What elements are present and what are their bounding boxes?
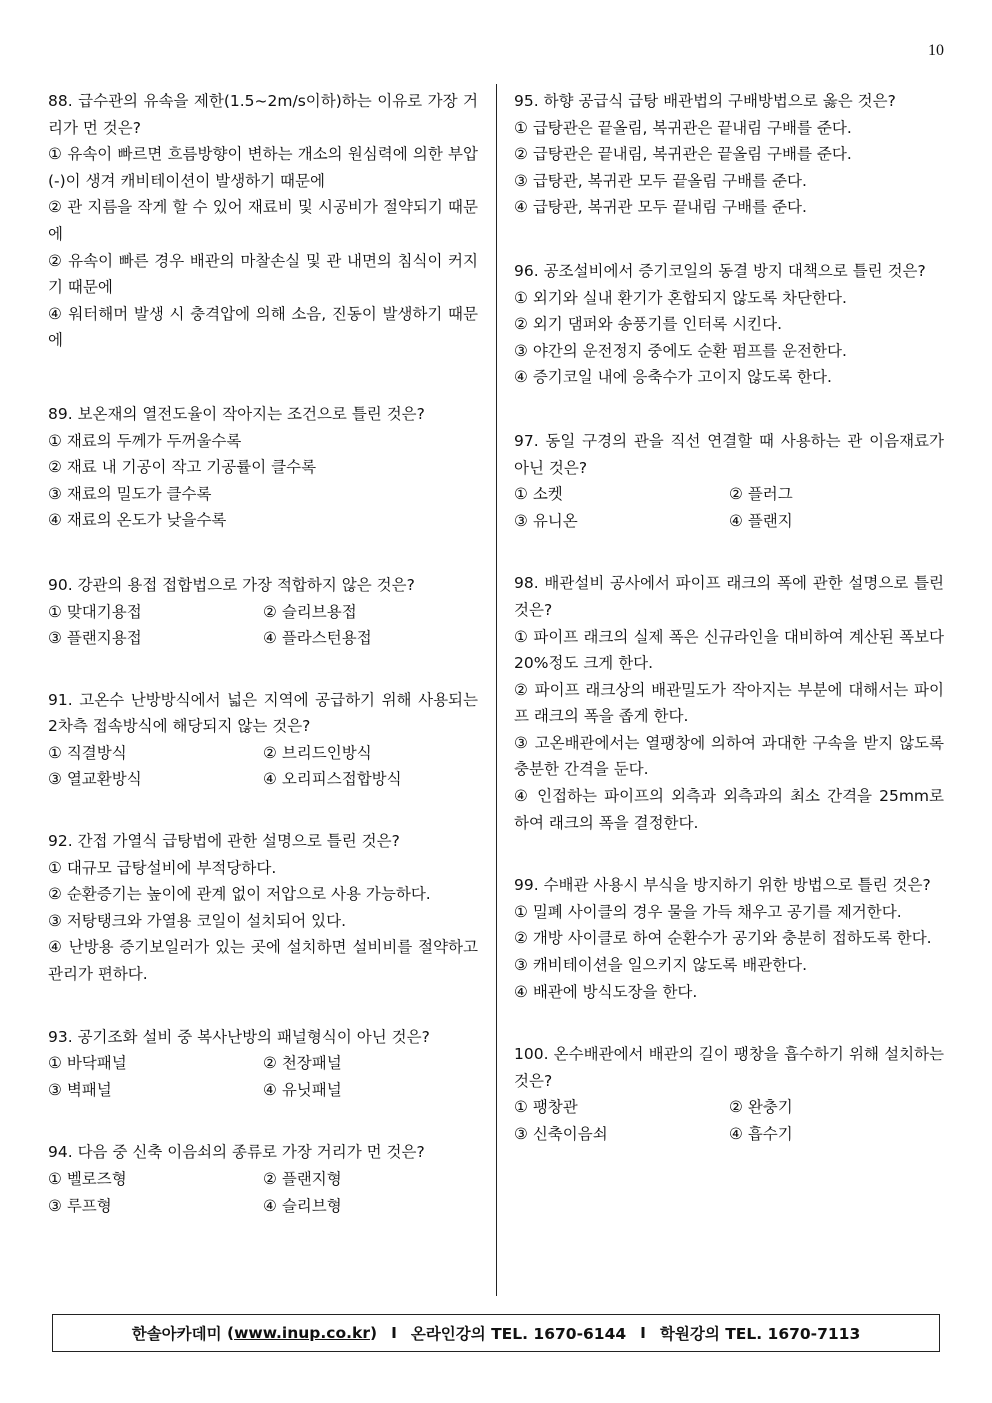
option-3: ③ 야간의 운전정지 중에도 순환 펌프를 운전한다. [514,341,847,360]
option-1: ① 소켓 [514,485,563,504]
option-4: ④ 배관에 방식도장을 한다. [514,982,698,1001]
option-1: ① 맞대기용접 [48,602,142,621]
question-text: 89. 보온재의 열전도율이 작아지는 조건으로 틀린 것은? [48,404,425,423]
option-4: ④ 오리피스접합방식 [263,770,402,789]
option-2: ② 재료 내 기공이 작고 기공률이 클수록 [48,458,317,477]
options-grid [48,1166,478,1219]
academy-link[interactable]: www.inup.co.kr [234,1324,370,1342]
option-1: ① 밀폐 사이클의 경우 물을 가득 채우고 공기를 제거한다. [514,902,902,921]
option-2: ② 개방 사이클로 하여 순환수가 공기와 충분히 접하도록 한다. [514,929,932,948]
option-3: ③ 벽패널 [48,1080,112,1099]
question-100 [514,1041,944,1147]
option-2: ② 플러그 [729,485,793,504]
question-text: 88. 급수관의 유속을 제한(1.5~2m/s이하)하는 이유로 가장 거리가 먼 것은? [48,92,478,137]
page-number: 10 [928,42,944,59]
option-1: ① 팽창관 [514,1098,578,1117]
question-text: 93. 공기조화 설비 중 복사난방의 패널형식이 아닌 것은? [48,1027,430,1046]
options-grid [514,1094,944,1147]
option-1: ① 유속이 빠르면 흐름방향이 변하는 개소의 원심력에 의한 부압(-)이 생겨 캐비테이션이 발생하기 때문에 [48,145,478,190]
question-text: 90. 강관의 용접 접합법으로 가장 적합하지 않은 것은? [48,575,415,594]
option-4: ④ 난방용 증기보일러가 있는 곳에 설치하면 설비비를 절약하고 관리가 편하다. [48,938,478,984]
option-3: ③ 재료의 밀도가 클수록 [48,484,212,503]
offline-phone: 학원강의 TEL. 1670-7113 [659,1325,861,1343]
column-divider [496,84,497,1296]
option-4: ④ 플랜지 [729,511,793,530]
option-4: ④ 재료의 온도가 낮을수록 [48,511,227,530]
question-text: 94. 다음 중 신축 이음쇠의 종류로 가장 거리가 먼 것은? [48,1143,425,1162]
option-1: ① 대규모 급탕설비에 부적당하다. [48,858,277,877]
option-2: ② 플랜지형 [263,1170,342,1188]
left-column [48,88,478,1219]
option-4: ④ 플라스턴용접 [263,629,372,648]
option-1: ① 직결방식 [48,743,127,762]
option-4: ④ 흡수기 [729,1125,793,1143]
question-text: 99. 수배관 사용시 부식을 방지하기 위한 방법으로 틀린 것은? [514,876,931,895]
question-text: 100. 온수배관에서 배관의 길이 팽창을 흡수하기 위해 설치하는 것은? [514,1045,944,1090]
option-1: ① 벨로즈형 [48,1170,127,1188]
option-2: ② 브리드인방식 [263,743,372,762]
option-3: ③ 열교환방식 [48,770,142,789]
question-98 [514,570,944,836]
question-text: 92. 간접 가열식 급탕법에 관한 설명으로 틀린 것은? [48,832,400,851]
options-grid [48,599,478,652]
question-92 [48,828,478,988]
question-text: 91. 고온수 난방방식에서 넓은 지역에 공급하기 위해 사용되는 2차측 접속방식에 해당되지 않는 것은? [48,690,478,736]
option-2: ② 급탕관은 끝내림, 복귀관은 끝올림 구배를 준다. [514,145,852,164]
option-2: ② 천장패널 [263,1054,342,1073]
option-3: ③ 급탕관, 복귀관 모두 끝올림 구배를 준다. [514,171,807,190]
question-94 [48,1139,478,1219]
option-2: ② 완충기 [729,1098,793,1117]
question-99 [514,872,944,1005]
option-3: ③ 고온배관에서는 열팽창에 의하여 과대한 구속을 받지 않도록 충분한 간격을 둔다. [514,733,944,779]
options-grid [514,481,944,534]
option-1: ① 파이프 래크의 실제 폭은 신규라인을 대비하여 계산된 폭보다 20%정도 크게 한다. [514,627,944,673]
option-3: ② 유속이 빠른 경우 배관의 마찰손실 및 관 내면의 침식이 커지기 때문에 [48,251,478,297]
option-1: ① 외기와 실내 환기가 혼합되지 않도록 차단한다. [514,288,847,307]
question-96 [514,258,944,391]
option-2: ② 순환증기는 높이에 관계 없이 저압으로 사용 가능하다. [48,885,431,904]
academy-name: 한솔아카데미 [131,1325,222,1343]
option-4: ④ 증기코일 내에 응축수가 고이지 않도록 한다. [514,368,832,387]
footer-separator: I [391,1324,397,1342]
question-90 [48,572,478,652]
option-4: ④ 급탕관, 복귀관 모두 끝내림 구배를 준다. [514,198,807,217]
question-93 [48,1024,478,1104]
question-text: 97. 동일 구경의 관을 직선 연결할 때 사용하는 관 이음재료가 아닌 것은? [514,431,944,477]
option-4: ④ 유닛패널 [263,1080,342,1099]
footer-banner: 한솔아카데미 ( www.inup.co.kr ) I 온라인강의 TEL. 1670-6144 I 학원강의 TEL. 1670-7113 [52,1314,940,1352]
option-4: ④ 워터해머 발생 시 충격압에 의해 소음, 진동이 발생하기 때문에 [48,304,478,350]
option-3: ③ 플랜지용접 [48,629,142,648]
footer-separator: I [640,1324,646,1342]
option-1: ① 재료의 두께가 두꺼울수록 [48,431,242,450]
option-1: ① 급탕관은 끝올림, 복귀관은 끝내림 구배를 준다. [514,118,852,137]
option-2: ② 슬리브용접 [263,602,357,621]
question-text: 95. 하향 공급식 급탕 배관법의 구배방법으로 옳은 것은? [514,92,896,110]
option-3: ③ 신축이음쇠 [514,1125,608,1143]
option-3: ③ 루프형 [48,1196,112,1215]
option-2: ② 파이프 래크상의 배관밀도가 작아지는 부분에 대해서는 파이프 래크의 폭을 좁게 한다. [514,680,944,726]
options-grid [48,1050,478,1103]
option-3: ③ 저탕탱크와 가열용 코일이 설치되어 있다. [48,911,346,930]
question-89 [48,401,478,534]
question-text: 96. 공조설비에서 증기코일의 동결 방지 대책으로 틀린 것은? [514,261,926,280]
option-3: ③ 유니온 [514,511,578,530]
option-4: ④ 인접하는 파이프의 외측과 외측과의 최소 간격을 25mm로 하여 래크의 폭을 결정한다. [514,787,944,832]
question-97 [514,428,944,534]
online-phone: 온라인강의 TEL. 1670-6144 [410,1325,627,1343]
option-4: ④ 슬리브형 [263,1196,342,1215]
question-95 [514,88,944,221]
right-column [514,88,944,1148]
options-grid [48,740,478,793]
option-2: ② 외기 댐퍼와 송풍기를 인터록 시킨다. [514,315,783,334]
question-88 [48,88,478,354]
question-text: 98. 배관설비 공사에서 파이프 래크의 폭에 관한 설명으로 틀린 것은? [514,574,944,619]
option-3: ③ 캐비테이션을 일으키지 않도록 배관한다. [514,956,808,975]
option-2: ② 관 지름을 작게 할 수 있어 재료비 및 시공비가 절약되기 때문에 [48,198,478,243]
question-91 [48,687,478,793]
option-1: ① 바닥패널 [48,1054,127,1073]
